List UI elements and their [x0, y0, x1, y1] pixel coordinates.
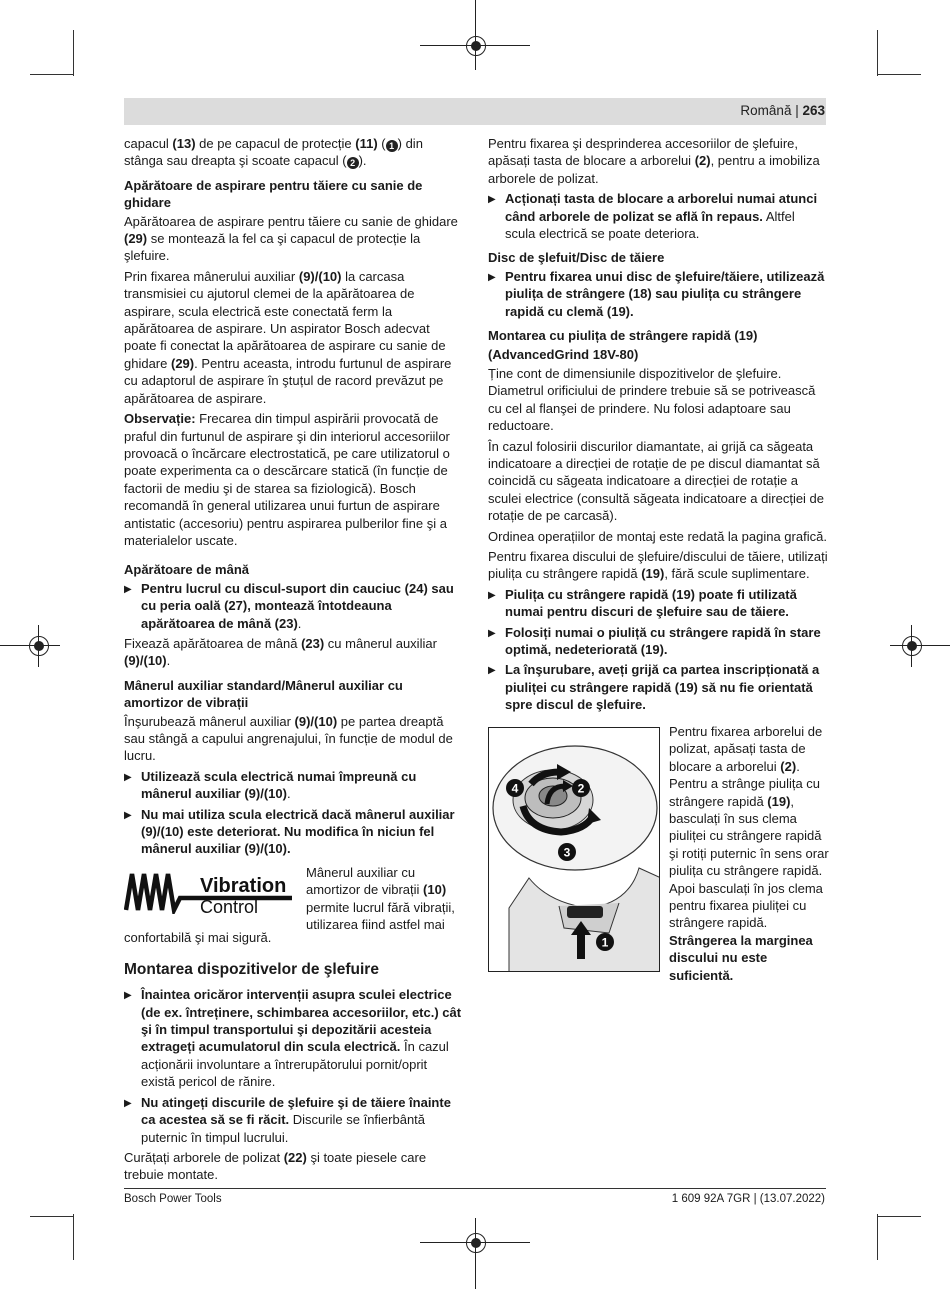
crop-mark [73, 1214, 74, 1260]
header-language: Română [740, 103, 792, 118]
page-header: Română | 263 [740, 103, 825, 118]
figure-caption-text: Pentru fixarea arborelui de polizat, apăsați tasta de blocare a arborelui (2). Pentru a strânge piulița cu strângere rapidă (19), basculați în sus clema piuliței cu strângere rapidă şi rotiți puternic în sens orar piulița cu strângere rapidă. Apoi basculați în jos clema pentru fixarea piuliței cu strângere rapidă. Strângerea la marginea discului nu este suficientă. [669, 724, 829, 983]
crop-mark [877, 30, 878, 76]
footer-rule [124, 1188, 826, 1189]
footer-brand: Bosch Power Tools [124, 1193, 222, 1205]
grinder-illustration [489, 728, 660, 972]
paragraph: Ordinea operațiilor de montaj este redată la pagina grafică. [488, 528, 827, 544]
paragraph: În cazul folosirii discurilor diamantate, ai grijă ca săgeata indicatoare a direcției de rotație de pe discul diamantat să coincidă cu săgeata indicatoare a direcției de rotație a sculei electrice (consultă săgeata indicatoare a direcției de rotație de pe carcasă). [488, 438, 825, 524]
bullet-item: ▶ Pentru lucrul cu discul-suport din cauciuc (24) sau cu peria oală (27), montează întotdeauna apărătoarea de mână (23). [124, 580, 464, 632]
paragraph: Ține cont de dimensiunile dispozitivelor de şlefuire. Diametrul orificiului de prindere trebuie să se potrivească cu cel al flanşei de prindere. Nu folosi adaptoare sau reductoare. [488, 365, 816, 434]
paragraph: capacul (13) de pe capacul de protecție (11) ( 1 ) din stânga sau dreapta şi scoate capacul ( 2 ). [124, 136, 423, 169]
bullet-item: ▶ Utilizează scula electrică numai împreună cu mânerul auxiliar (9)/(10). [124, 768, 464, 803]
bullet-item: ▶ Piulița cu strângere rapidă (19) poate fi utilizată numai pentru discuri de şlefuire sau de tăiere. [488, 586, 828, 621]
registration-target-icon [466, 1233, 486, 1253]
vibration-control-logo [124, 868, 296, 914]
bullet-item: ▶ Înaintea oricăror intervenții asupra sculei electrice (de ex. întreținere, schimbarea accesoriilor, etc.) cât şi în timpul transportului şi depozitării acesteia extrageți acumulatorul din scula electrică. În cazul acționării involuntare a întrerupătorului pornit/oprit există pericol de rănire. [124, 986, 464, 1090]
vibration-description: Mânerul auxiliar cu amortizor de vibrații (10) permite lucrul fără vibrații, utilizarea fiind astfel mai [306, 864, 455, 933]
paragraph: Pentru fixarea discului de şlefuire/discului de tăiere, utilizați piulița cu strângere rapidă (19), fără scule suplimentare. [488, 548, 828, 582]
registration-target-icon [466, 36, 486, 56]
bullet-item: ▶ Acționați tasta de blocare a arborelui numai atunci când arborele de polizat se află în repaus. Altfel scula electrică se poate deteriora. [488, 190, 828, 242]
crop-mark [73, 30, 74, 76]
section-heading: Apărătoare de aspirare pentru tăiere cu sanie de ghidare [124, 177, 423, 211]
crop-mark [30, 74, 74, 75]
paragraph: Înşurubează mânerul auxiliar (9)/(10) pe partea dreaptă sau stângă a capului angrenajului, în funcție de modul de lucru. [124, 713, 453, 764]
marker-2-icon: 2 [347, 157, 359, 169]
marker-1-icon: 1 [386, 140, 398, 152]
section-title: Montarea dispozitivelor de şlefuire [124, 961, 379, 979]
figure-label-2: 2 [577, 781, 585, 796]
vibration-control-block [124, 864, 464, 933]
page-number: 263 [802, 103, 825, 118]
crop-mark [877, 1214, 878, 1260]
registration-target-icon [902, 636, 922, 656]
crop-mark [30, 1216, 74, 1217]
paragraph: Prin fixarea mânerului auxiliar (9)/(10) la carcasa transmisiei cu ajutorul clemei de la apărătoarea de aspirare, scula electrică este conectată ferm la apărătoarea de aspirare. Un aspirator Bosch adecvat poate fi conectat la apărătoarea de aspirare cu sanie de ghidare (29). Pentru aceasta, introdu furtunul de aspirare cu adaptorul de aspirare în ştuțul de racord prevăzut pe apărătoarea de aspirare. [124, 268, 452, 406]
section-heading: Disc de şlefuit/Disc de tăiere [488, 250, 665, 266]
header-bar [124, 98, 826, 125]
bullet-item: ▶ Folosiți numai o piuliță cu strângere rapidă în stare optimă, nedeteriorată (19). [488, 624, 828, 659]
section-heading: (AdvancedGrind 18V-80) [488, 347, 639, 363]
footer-doc-id: 1 609 92A 7GR | (13.07.2022) [671, 1193, 825, 1205]
section-heading: Apărătoare de mână [124, 562, 249, 578]
paragraph: Apărătoarea de aspirare pentru tăiere cu sanie de ghidare (29) se montează la fel ca şi capacul de protecție la şlefuire. [124, 213, 458, 264]
left-column [124, 135, 464, 1187]
registration-line [475, 1218, 476, 1289]
crop-mark [877, 74, 921, 75]
registration-target-icon [29, 636, 49, 656]
section-heading: Montarea cu piulița de strângere rapidă (19) [488, 328, 758, 344]
quick-nut-figure [488, 727, 660, 972]
crop-mark [877, 1216, 921, 1217]
paragraph: Curățați arborele de polizat (22) şi toate piesele care trebuie montate. [124, 1149, 427, 1183]
figure-label-3: 3 [563, 845, 571, 860]
registration-line [475, 0, 476, 70]
bullet-item: ▶ Nu atingeți discurile de şlefuire şi de tăiere înainte ca acestea să se fi răcit. Discurile se înfierbântă puternic în timpul lucrului. [124, 1094, 464, 1146]
paragraph: confortabilă şi mai sigură. [124, 929, 272, 945]
paragraph: Fixează apărătoarea de mână (23) cu mânerul auxiliar (9)/(10). [124, 635, 437, 669]
paragraph: Observație: Frecarea din timpul aspirării provocată de praful din furtunul de aspirare şi din interiorul accesoriilor provoacă o încărcare electrostatică, pe care utilizatorul o poate experimenta ca o descărcare statică (în funcție de factorii de mediu şi de starea sa fiziologică). Bosch recomandă în general utilizarea unui furtun de aspirare antistatic (accesoriu) pentru aspirarea pulberilor fine şi a materialelor uscate. [124, 411, 450, 548]
paragraph: Pentru fixarea şi desprinderea accesoriilor de şlefuire, apăsați tasta de blocare a arborelui (2), pentru a imobiliza arborele de polizat. [488, 136, 820, 186]
svg-text:Control: Control [200, 896, 259, 914]
bullet-item: ▶ Pentru fixarea unui disc de şlefuire/tăiere, utilizează piulița de strângere (18) sau piulița cu strângere rapidă cu clemă (19). [488, 268, 828, 320]
bullet-item: ▶ La înşurubare, aveți grijă ca partea inscripționată a piuliței cu strângere rapidă (19) să nu fie orientată spre discul de şlefuire. [488, 661, 828, 713]
figure-label-4: 4 [511, 781, 519, 796]
section-heading: Mânerul auxiliar standard/Mânerul auxiliar cu amortizor de vibrații [124, 677, 403, 711]
bullet-item: ▶ Nu mai utiliza scula electrică dacă mânerul auxiliar (9)/(10) este deteriorat. Nu modifica în niciun fel mânerul auxiliar (9)/(10). [124, 806, 464, 858]
svg-text:Vibration: Vibration [200, 874, 287, 897]
right-column [488, 135, 828, 717]
figure-label-1: 1 [601, 935, 609, 950]
